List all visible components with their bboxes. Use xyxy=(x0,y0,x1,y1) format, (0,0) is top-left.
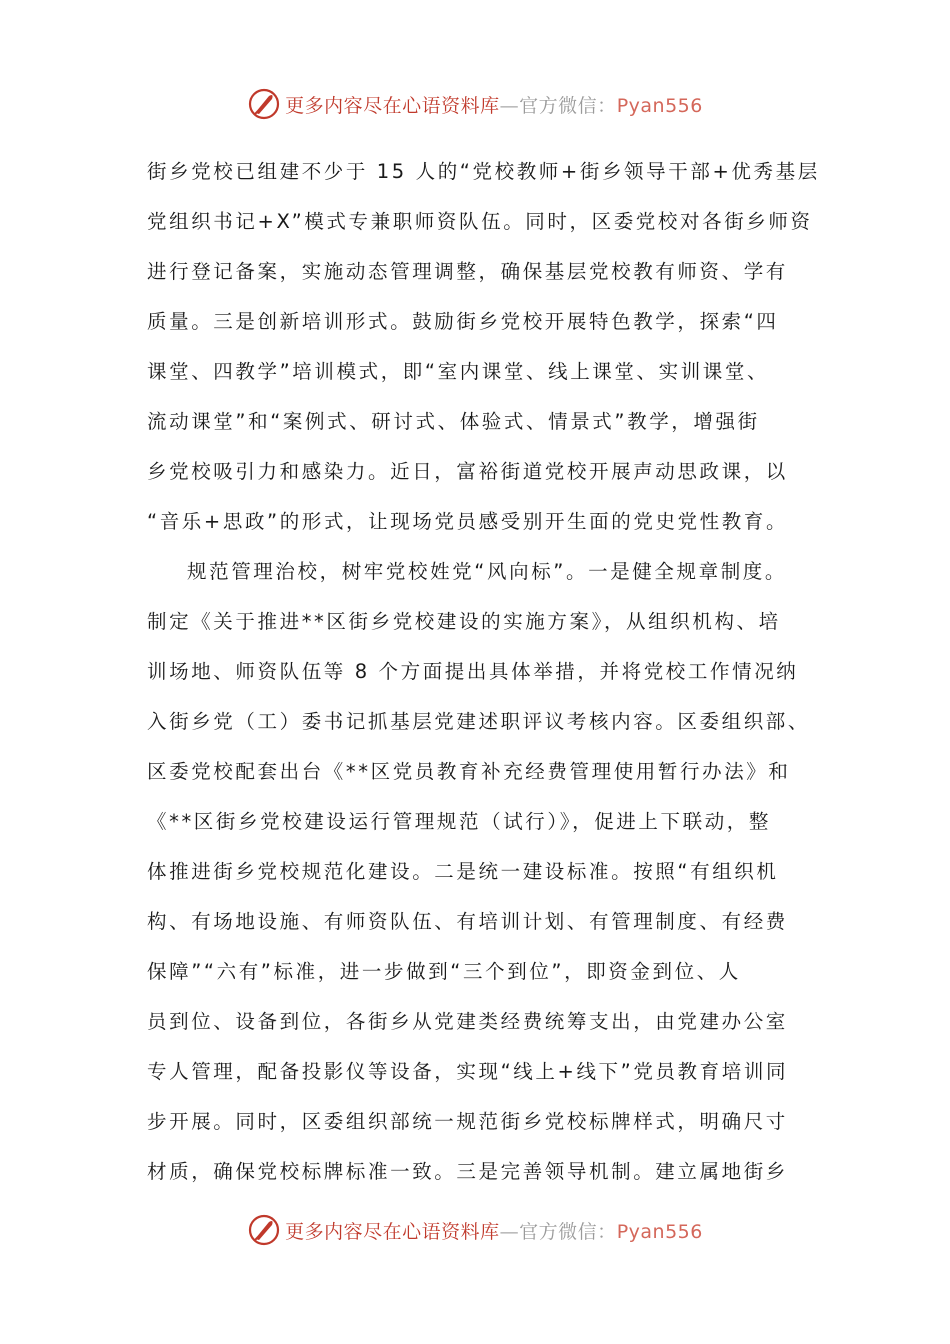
quill-logo-icon xyxy=(247,1213,281,1247)
document-body xyxy=(147,147,827,1197)
text-line: 乡党校吸引力和感染力。近日，富裕街道党校开展声动思政课，以 xyxy=(147,460,788,483)
paragraph-start-line: 规范管理治校，树牢党校姓党“风向标”。一是健全规章制度。 xyxy=(187,560,788,583)
banner-wechat: Pyan556 xyxy=(616,1220,703,1243)
text-line: 训场地、师资队伍等 8 个方面提出具体举措，并将党校工作情况纳 xyxy=(147,660,799,683)
text-line: 流动课堂”和“案例式、研讨式、体验式、情景式”教学，增强街 xyxy=(147,410,760,433)
text-line: 员到位、设备到位，各街乡从党建类经费统筹支出，由党建办公室 xyxy=(147,1010,788,1033)
text-line: 保障”“六有”标准，进一步做到“三个到位”，即资金到位、人 xyxy=(147,960,741,983)
text-line: 专人管理，配备投影仪等设备，实现“线上+线下”党员教育培训同 xyxy=(147,1060,789,1083)
footer-banner xyxy=(0,1208,950,1252)
text-line: 构、有场地设施、有师资队伍、有培训计划、有管理制度、有经费 xyxy=(147,910,788,933)
banner-label: 官方微信： xyxy=(519,1220,617,1243)
text-line: 进行登记备案，实施动态管理调整，确保基层党校教有师资、学有 xyxy=(147,260,788,283)
text-line: 制定《关于推进**区街乡党校建设的实施方案》，从组织机构、培 xyxy=(147,610,781,633)
banner-text xyxy=(285,1217,703,1244)
text-line: 材质，确保党校标牌标准一致。三是完善领导机制。建立属地街乡 xyxy=(147,1160,788,1183)
text-line: 质量。三是创新培训形式。鼓励街乡党校开展特色教学，探索“四 xyxy=(147,310,779,333)
text-line: 入街乡党（工）委书记抓基层党建述职评议考核内容。区委组织部、 xyxy=(147,710,811,733)
text-line: 步开展。同时，区委组织部统一规范街乡党校标牌样式，明确尺寸 xyxy=(147,1110,788,1133)
text-line: 课堂、四教学”培训模式，即“室内课堂、线上课堂、实训课堂、 xyxy=(147,360,770,383)
banner-separator: — xyxy=(499,1220,520,1243)
text-line: 体推进街乡党校规范化建设。二是统一建设标准。按照“有组织机 xyxy=(147,860,779,883)
banner-text xyxy=(285,91,703,118)
text-line: 《**区街乡党校建设运行管理规范（试行）》，促进上下联动，整 xyxy=(147,810,772,833)
header-banner xyxy=(0,82,950,126)
text-line: 街乡党校已组建不少于 15 人的“党校教师+街乡领导干部+优秀基层 xyxy=(147,160,820,183)
text-line: “音乐+思政”的形式，让现场党员感受别开生面的党史党性教育。 xyxy=(147,510,789,533)
banner-wechat: Pyan556 xyxy=(616,94,703,117)
banner-main: 更多内容尽在心语资料库 xyxy=(285,1220,500,1243)
quill-logo-icon xyxy=(247,87,281,121)
banner-label: 官方微信： xyxy=(519,94,617,117)
text-line: 党组织书记+X”模式专兼职师资队伍。同时，区委党校对各街乡师资 xyxy=(147,210,813,233)
banner-main: 更多内容尽在心语资料库 xyxy=(285,94,500,117)
banner-separator: — xyxy=(499,94,520,117)
text-line: 区委党校配套出台《**区党员教育补充经费管理使用暂行办法》和 xyxy=(147,760,791,783)
